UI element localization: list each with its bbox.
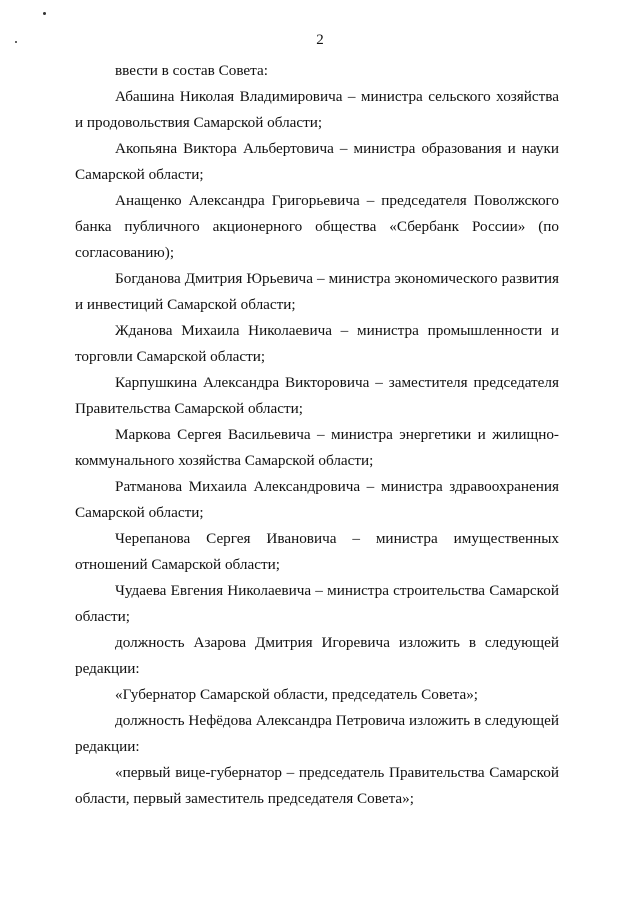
paragraph-intro: ввести в состав Совета: — [115, 62, 268, 79]
page-number: 2 — [316, 32, 324, 48]
paragraph-member: Акопьяна Виктора Альбертовича – министра образования и науки Самарской области; — [75, 140, 559, 183]
paragraph-member: Жданова Михаила Николаевича – министра промышленности и торговли Самарской области; — [75, 322, 559, 365]
scan-speck — [43, 12, 46, 15]
paragraph-member: Маркова Сергея Васильевича – министра энергетики и жилищно-коммунального хозяйства Самарской области; — [75, 426, 559, 469]
paragraph-quote: «первый вице-губернатор – председатель Правительства Самарской области, первый заместитель председателя Совета»; — [75, 764, 559, 807]
document-body — [75, 58, 559, 812]
paragraph-position-change: должность Нефёдова Александра Петровича изложить в следующей редакции: — [75, 712, 559, 755]
paragraph-position-change: должность Азарова Дмитрия Игоревича изложить в следующей редакции: — [75, 634, 559, 677]
paragraph-member: Чудаева Евгения Николаевича – министра строительства Самарской области; — [75, 582, 559, 625]
paragraph-member: Анащенко Александра Григорьевича – председателя Поволжского банка публичного акционерного общества «Сбербанк России» (по согласованию); — [75, 192, 559, 261]
paragraph-member: Ратманова Михаила Александровича – министра здравоохранения Самарской области; — [75, 478, 559, 521]
paragraph-member: Абашина Николая Владимировича – министра сельского хозяйства и продовольствия Самарской области; — [75, 88, 559, 131]
paragraph-member: Богданова Дмитрия Юрьевича – министра экономического развития и инвестиций Самарской области; — [75, 270, 559, 313]
paragraph-member: Черепанова Сергея Ивановича – министра имущественных отношений Самарской области; — [75, 530, 559, 573]
paragraph-member: Карпушкина Александра Викторовича – заместителя председателя Правительства Самарской области; — [75, 374, 559, 417]
paragraph-quote: «Губернатор Самарской области, председатель Совета»; — [115, 686, 479, 703]
